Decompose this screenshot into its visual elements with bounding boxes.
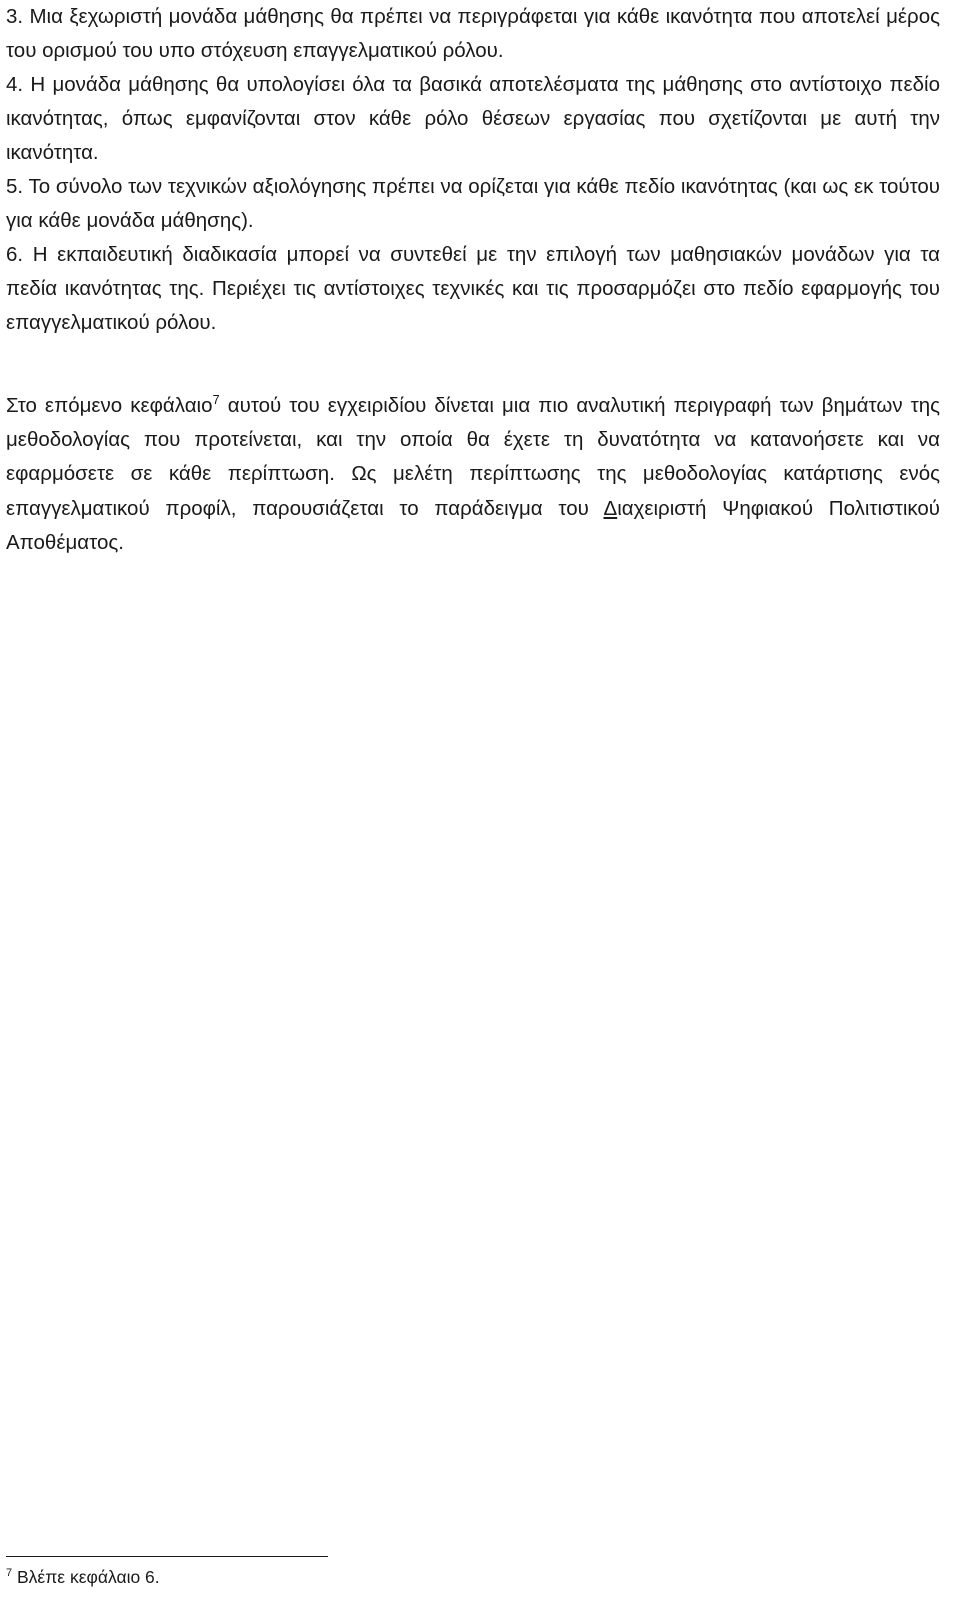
list-item-number: 6. — [6, 243, 24, 266]
list-item-5 — [6, 170, 940, 238]
list-item-3 — [6, 0, 940, 68]
list-item-text: Μια ξεχωριστή μονάδα μάθησης θα πρέπει να περιγράφεται για κάθε ικανότητα που αποτελεί μέρος του ορισμού του υπο στόχευση επαγγελματικού ρόλου. — [6, 5, 940, 62]
paragraph-text-end: ιαχειριστή Ψηφιακού Πολιτιστικού Αποθέματος. — [6, 496, 940, 554]
list-item-number: 3. — [6, 5, 24, 28]
footnote — [6, 1566, 160, 1588]
footnote-reference[interactable]: 7 — [212, 392, 220, 408]
footnote-separator — [6, 1556, 328, 1557]
list-item-number: 5. — [6, 175, 24, 198]
list-item-4 — [6, 68, 940, 170]
paragraph-text-middle: αυτού του εγχειριδίου δίνεται μια πιο αναλυτική περιγραφή των βημάτων της μεθοδολογίας που προτείνεται, και την οποία θα έχετε τη δυνατότητα να κατανοήσετε και να εφαρμόσετε σε κάθε περίπτωση. Ως μελέτη περίπτωσης της μεθοδολογίας κατάρτισης ενός επαγγελματικού προφίλ, παρουσιάζεται το παράδειγμα του — [6, 394, 940, 520]
footnote-number: 7 — [6, 1567, 13, 1580]
list-item-number: 4. — [6, 73, 24, 96]
list-item-text: Το σύνολο των τεχνικών αξιολόγησης πρέπει να ορίζεται για κάθε πεδίο ικανότητας (και ως εκ τούτου για κάθε μονάδα μάθησης). — [6, 175, 941, 232]
paragraph-text-start: Στο επόμενο κεφάλαιο — [6, 394, 213, 417]
document-page — [6, 0, 941, 554]
body-paragraph — [6, 389, 940, 560]
list-item-text: Η μονάδα μάθησης θα υπολογίσει όλα τα βασικά αποτελέσματα της μάθησης στο αντίστοιχο πεδίο ικανότητας, όπως εμφανίζονται στον κάθε ρόλο θέσεων εργασίας που σχετίζονται με αυτή την ικανότητα. — [6, 73, 940, 164]
list-item-6 — [6, 238, 940, 340]
list-item-text: Η εκπαιδευτική διαδικασία μπορεί να συντεθεί με την επιλογή των μαθησιακών μονάδων για τα πεδία ικανότητας της. Περιέχει τις αντίστοιχες τεχνικές και τις προσαρμόζει στο πεδίο εφαρμογής του επαγγελματικού ρόλου. — [6, 243, 940, 334]
footnote-text: Βλέπε κεφάλαιο 6. — [12, 1567, 160, 1587]
underlined-letter: Δ — [603, 496, 618, 520]
